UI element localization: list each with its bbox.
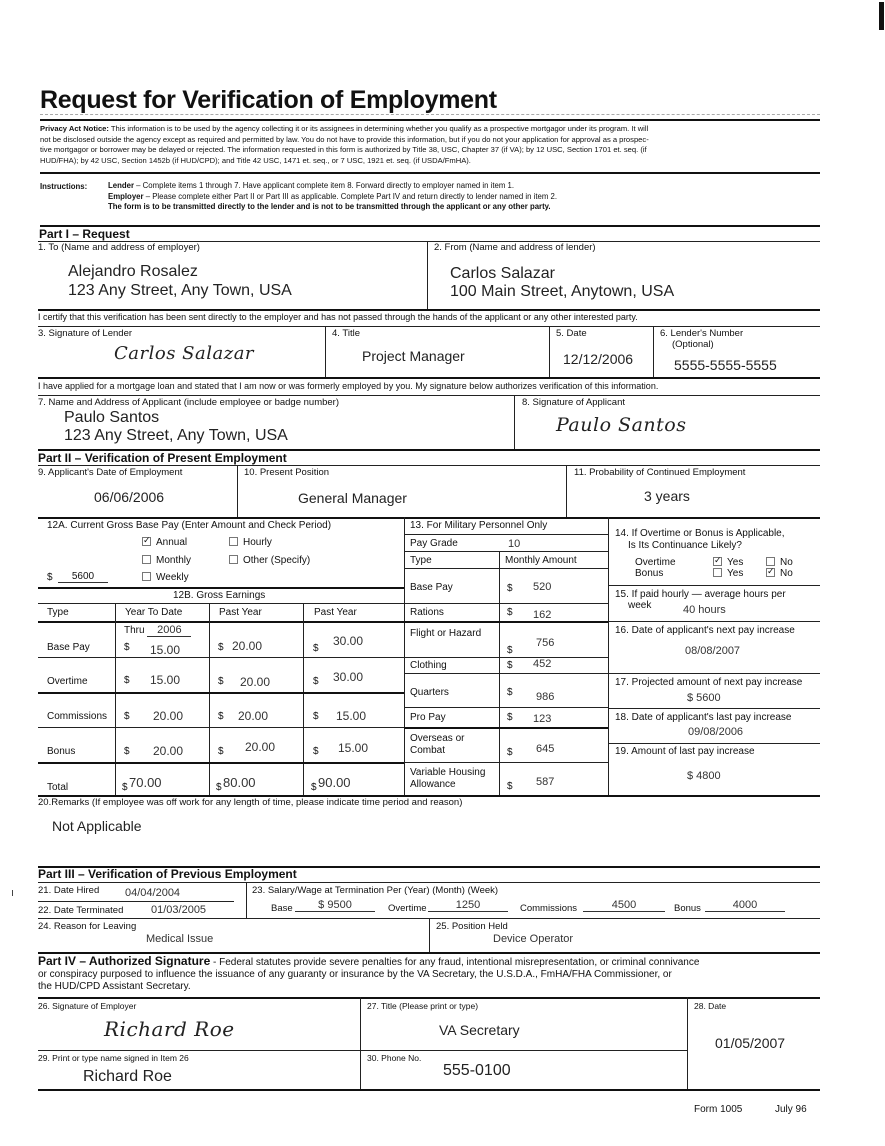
period-label: Monthly — [156, 555, 192, 566]
mil-type: Base Pay — [410, 582, 453, 593]
field11-label: 11. Probability of Continued Employment — [574, 467, 746, 478]
reason-for-leaving: Medical Issue — [146, 933, 214, 945]
lender-number: 5555-5555-5555 — [674, 357, 777, 373]
divider — [38, 1050, 687, 1051]
earn-type: Total — [47, 782, 69, 793]
earn-py2: 90.00 — [318, 775, 351, 790]
applicant-signature: Paulo Santos — [556, 414, 687, 436]
instr-employer-text: – Please complete either Part II or Part III as applicable. Complete Part IV and return directly to lender named in item 2. — [143, 191, 557, 201]
divider — [404, 657, 608, 658]
divider — [38, 997, 820, 999]
instructions — [108, 181, 557, 213]
period-label: Weekly — [156, 572, 189, 583]
period-label: Other (Specify) — [243, 555, 311, 566]
continued-employment: 3 years — [644, 488, 690, 504]
employer-title: VA Secretary — [439, 1022, 520, 1038]
divider — [404, 517, 405, 795]
commissions-term-label: Commissions — [520, 903, 578, 914]
divider — [608, 708, 820, 709]
part3-heading: Part III – Verification of Previous Employment — [38, 867, 297, 881]
field26-label: 26. Signature of Employer — [38, 1001, 137, 1011]
hours-per-week: 40 hours — [683, 604, 726, 616]
field13-label: 13. For Military Personnel Only — [410, 520, 548, 531]
mil-amount: 756 — [536, 637, 555, 649]
divider — [38, 309, 820, 311]
part4-line: the HUD/CPD Assistant Secretary. — [38, 981, 191, 992]
checkbox-overtime-no[interactable] — [766, 557, 775, 566]
part1-heading: Part I – Request — [39, 227, 130, 241]
mil-type: Variable Housing Allowance — [410, 767, 486, 790]
divider — [38, 901, 234, 902]
mil-amount: 587 — [536, 776, 555, 788]
date-terminated: 01/03/2005 — [151, 904, 207, 916]
dollar-sign: $ — [507, 687, 513, 698]
dollar-sign: $ — [507, 660, 513, 671]
dollar-sign: $ — [507, 712, 513, 723]
earn-py2: 15.00 — [336, 709, 367, 723]
last-increase-date: 09/08/2006 — [688, 726, 744, 738]
earn-py1: 80.00 — [223, 775, 256, 790]
field17-label: 17. Projected amount of next pay increase — [615, 677, 803, 688]
form-title: Request for Verification of Employment — [40, 86, 497, 114]
mil-amount: 520 — [533, 581, 552, 593]
checkbox-bonus-yes[interactable] — [713, 568, 722, 577]
field15-label-line: 15. If paid hourly — average hours per — [615, 589, 786, 600]
field3-label: 3. Signature of Lender — [38, 328, 133, 339]
divider — [608, 517, 609, 795]
mil-amount: 452 — [533, 658, 552, 670]
checkbox-overtime-yes[interactable] — [713, 557, 722, 566]
dollar-sign: $ — [507, 583, 513, 594]
yes-label: Yes — [727, 557, 744, 568]
lender-signature: Carlos Salazar — [114, 343, 255, 364]
field8-label: 8. Signature of Applicant — [522, 397, 625, 408]
divider — [38, 603, 404, 604]
divider — [38, 882, 820, 883]
mil-type: Flight or Hazard — [410, 628, 482, 639]
mil-type: Rations — [410, 607, 444, 618]
bonus-no[interactable] — [766, 568, 793, 579]
applied-text: I have applied for a mortgage loan and stated that I am now or was formerly employed by you. My signature below authorizes verification of this information. — [38, 381, 659, 391]
divider — [246, 882, 247, 918]
earn-ytd: 15.00 — [150, 673, 181, 687]
thru-label — [124, 624, 191, 637]
divider — [608, 585, 820, 586]
mil-amount: 645 — [536, 743, 555, 755]
field7-label: 7. Name and Address of Applicant (include employee or badge number) — [38, 397, 340, 408]
remarks-value: Not Applicable — [52, 818, 142, 834]
divider — [608, 621, 820, 622]
dollar-sign: $ — [218, 676, 224, 687]
part4-text — [38, 955, 699, 993]
mil-type: Quarters — [410, 687, 449, 698]
base-label: Base — [271, 903, 293, 914]
field25-label: 25. Position Held — [436, 921, 508, 932]
field23-label: 23. Salary/Wage at Termination Per (Year) (Month) (Week) — [252, 885, 499, 896]
form-number: Form 1005 — [694, 1104, 743, 1115]
field18-label: 18. Date of applicant's last pay increase — [615, 712, 792, 723]
checkbox-bonus-no[interactable] — [766, 568, 775, 577]
earn-py1: 20.00 — [245, 740, 276, 754]
field14-label-line: 14. If Overtime or Bonus is Applicable, — [615, 528, 785, 539]
overtime-term-label: Overtime — [388, 903, 427, 914]
field6-label: 6. Lender's Number — [660, 328, 744, 339]
instructions-label: Instructions: — [40, 182, 88, 191]
field6-sublabel: (Optional) — [672, 339, 714, 350]
divider — [40, 172, 820, 174]
field16-label: 16. Date of applicant's next pay increase — [615, 625, 795, 636]
dollar-sign: $ — [313, 711, 319, 722]
divider — [40, 119, 820, 121]
checkbox-annual[interactable] — [142, 537, 151, 546]
period-label: Hourly — [243, 537, 272, 548]
period-monthly[interactable] — [142, 555, 191, 566]
divider — [115, 603, 116, 795]
scan-speck — [12, 890, 13, 896]
privacy-notice — [40, 124, 825, 166]
next-increase-amount: $ 5600 — [687, 692, 721, 704]
earn-py1: 20.00 — [238, 709, 269, 723]
divider — [209, 603, 210, 795]
divider — [429, 918, 430, 952]
dollar-sign: $ — [124, 746, 130, 757]
commissions-term-value: 4500 — [583, 899, 665, 912]
dollar-sign: $ — [218, 746, 224, 757]
divider — [38, 1089, 820, 1091]
period-annual[interactable] — [142, 537, 187, 548]
divider — [38, 465, 820, 466]
earn-py2: 30.00 — [333, 634, 364, 648]
bonus-yes[interactable] — [713, 568, 743, 579]
divider — [38, 326, 820, 327]
divider — [38, 517, 820, 519]
title-underline — [40, 114, 820, 115]
bonus-term-value: 4000 — [705, 899, 785, 912]
dollar-sign: $ — [507, 747, 513, 758]
no-label: No — [780, 557, 793, 568]
field12b-label: 12B. Gross Earnings — [173, 590, 266, 601]
field2-label: 2. From (Name and address of lender) — [434, 242, 596, 253]
divider — [38, 762, 404, 764]
field27-label: 27. Title (Please print or type) — [367, 1001, 479, 1011]
bonus-term-label: Bonus — [674, 903, 701, 914]
pay-grade-value: 10 — [508, 538, 521, 550]
mil-amount: 123 — [533, 713, 552, 725]
field14-label-line: Is Its Continuance Likely? — [628, 540, 742, 551]
checkbox-hourly[interactable] — [229, 537, 238, 546]
mil-type: Clothing — [410, 660, 447, 671]
mil-amount: 162 — [533, 609, 552, 621]
divider — [325, 326, 326, 377]
lender-name: Carlos Salazar — [450, 265, 555, 282]
employer-signature: Richard Roe — [104, 1017, 235, 1041]
bonus-label: Bonus — [635, 568, 664, 579]
field19-label: 19. Amount of last pay increase — [615, 746, 755, 757]
dollar-sign: $ — [313, 746, 319, 757]
divider — [404, 621, 608, 623]
dollar-sign: $ — [311, 782, 317, 793]
checkbox-weekly[interactable] — [142, 572, 151, 581]
no-label: No — [780, 568, 793, 579]
dollar-sign: $ — [124, 642, 130, 653]
divider — [404, 673, 608, 674]
instr-employer-label: Employer — [108, 191, 144, 201]
privacy-label: Privacy Act Notice: — [40, 124, 109, 133]
form-date: July 96 — [775, 1104, 807, 1115]
certify-text: I certify that this verification has been sent directly to the employer and has not passed through the hands of the applicant or any other interested party. — [38, 312, 638, 322]
earn-ytd: 20.00 — [153, 744, 184, 758]
field14-label — [615, 528, 785, 552]
divider — [404, 551, 608, 552]
instr-lender-text: – Complete items 1 through 7. Have applicant complete item 8. Forward directly to employer named in item 1. — [134, 181, 515, 190]
employer-printed-name: Richard Roe — [83, 1068, 172, 1085]
field15-label-line: week — [628, 600, 652, 611]
mil-type-header: Type — [410, 555, 432, 566]
last-increase-amount: $ 4800 — [687, 770, 721, 782]
employer-address: 123 Any Street, Any Town, USA — [68, 282, 292, 299]
dollar-sign: $ — [124, 675, 130, 686]
divider — [360, 997, 361, 1089]
lender-address: 100 Main Street, Anytown, USA — [450, 283, 675, 300]
earn-type: Overtime — [47, 676, 88, 687]
divider — [38, 657, 404, 658]
base-value: $ 9500 — [295, 899, 375, 912]
divider — [38, 587, 404, 589]
field29-label: 29. Print or type name signed in Item 26 — [38, 1053, 189, 1063]
divider — [38, 395, 820, 396]
part2-heading: Part II – Verification of Present Employment — [38, 451, 287, 465]
earn-type: Commissions — [47, 711, 108, 722]
earn-py1: 20.00 — [240, 675, 271, 689]
next-increase-date: 08/08/2007 — [685, 645, 741, 657]
part4-heading: Part IV – Authorized Signature — [38, 954, 211, 968]
divider — [608, 743, 820, 744]
privacy-line: tive mortgagor or borrower may be delayed or rejected. The information requested in this form is authorized by Title 38, USC, Chapter 37 (if VA); by 12 USC, Section 1701 et. seq. (if — [40, 145, 647, 154]
dollar-sign: $ — [507, 607, 513, 618]
divider — [404, 727, 608, 729]
divider — [404, 568, 608, 569]
divider — [38, 692, 404, 694]
divider — [237, 465, 238, 517]
divider — [404, 534, 608, 535]
request-date: 12/12/2006 — [563, 351, 634, 367]
mil-amount-header: Monthly Amount — [505, 555, 577, 566]
earn-header-py2: Past Year — [314, 607, 357, 618]
employment-date: 06/06/2006 — [94, 489, 165, 505]
field20-label: 20.Remarks (If employee was off work for any length of time, please indicate time period and reason) — [38, 797, 463, 808]
earn-py2: 15.00 — [338, 741, 369, 755]
divider — [303, 603, 304, 795]
base-pay-prefix: $ — [47, 572, 53, 583]
earn-ytd: 15.00 — [150, 643, 181, 657]
overtime-yes[interactable] — [713, 557, 743, 568]
dollar-sign: $ — [218, 711, 224, 722]
date-hired: 04/04/2004 — [125, 887, 181, 899]
earn-type: Bonus — [47, 746, 76, 757]
earn-py1: 20.00 — [232, 639, 263, 653]
divider — [38, 377, 820, 379]
period-weekly[interactable] — [142, 572, 189, 583]
period-hourly[interactable] — [229, 537, 272, 548]
privacy-line: HUD/FHA); by 42 USC, Section 1452b (if HUD/CPD); and Title 42 USC, 1471 et. seq., or 7 USC, 1921 et. seq. (if USDA/FmHA). — [40, 155, 471, 165]
field10-label: 10. Present Position — [244, 467, 330, 478]
field28-label: 28. Date — [694, 1001, 727, 1011]
part4-line: or conspiracy purposed to influence the issuance of any guaranty or insurance by the VA Secretary, the U.S.D.A., FmHA/FHA Commissioner, or — [38, 969, 672, 980]
earn-header-ytd: Year To Date — [125, 607, 183, 618]
mil-type: Overseas or Combat — [410, 733, 465, 756]
dollar-sign: $ — [507, 645, 513, 656]
checkbox-monthly[interactable] — [142, 555, 151, 564]
dollar-sign: $ — [216, 782, 222, 793]
field22-label: 22. Date Terminated — [38, 905, 124, 916]
employer-name: Alejandro Rosalez — [68, 263, 198, 280]
divider — [404, 603, 608, 604]
divider — [653, 326, 654, 377]
divider — [549, 326, 550, 377]
field1-label: 1. To (Name and address of employer) — [38, 242, 200, 253]
lender-title: Project Manager — [362, 348, 465, 364]
dollar-sign: $ — [124, 711, 130, 722]
earn-ytd: 70.00 — [129, 775, 162, 790]
overtime-term-value: 1250 — [428, 899, 508, 912]
instr-transmit: The form is to be transmitted directly to the lender and is not to be transmitted through the applicant or any other party. — [108, 202, 551, 211]
divider — [566, 465, 567, 517]
earn-type: Base Pay — [47, 642, 90, 653]
divider — [38, 621, 404, 623]
divider — [40, 225, 820, 227]
privacy-line: not be disclosed outside the agency except as required and permitted by law. You do not have to provide this information, but if you do not your application for approval as a prospec- — [40, 134, 649, 144]
divider — [514, 395, 515, 449]
overtime-label: Overtime — [635, 557, 676, 568]
earn-py2: 30.00 — [333, 670, 364, 684]
thru-year: 2006 — [147, 624, 191, 637]
checkbox-other[interactable] — [229, 555, 238, 564]
field9-label: 9. Applicant's Date of Employment — [38, 467, 183, 478]
mil-amount: 986 — [536, 691, 555, 703]
pay-grade-label: Pay Grade — [410, 538, 458, 549]
divider — [687, 997, 688, 1089]
dollar-sign: $ — [313, 676, 319, 687]
base-pay-amount: 5600 — [58, 571, 108, 583]
applicant-address: 123 Any Street, Any Town, USA — [64, 427, 288, 444]
part4-line: - Federal statutes provide severe penalties for any fraud, intentional misrepresentation, or criminal connivance — [210, 957, 700, 968]
dollar-sign: $ — [218, 642, 224, 653]
field21-label: 21. Date Hired — [38, 885, 100, 896]
divider — [38, 727, 404, 728]
privacy-line: This information is to be used by the agency collecting it or its assignees in determining whether you qualify as a prospective mortgagor under its program. It will — [110, 124, 649, 133]
position-held: Device Operator — [493, 933, 574, 945]
field5-label: 5. Date — [556, 328, 587, 339]
field30-label: 30. Phone No. — [367, 1053, 422, 1063]
mil-type: Pro Pay — [410, 712, 446, 723]
earn-ytd: 20.00 — [153, 709, 184, 723]
field4-label: 4. Title — [332, 328, 360, 339]
dollar-sign: $ — [122, 782, 128, 793]
instr-lender-label: Lender — [108, 181, 134, 190]
earn-header-type: Type — [47, 607, 69, 618]
divider — [404, 707, 608, 708]
divider — [404, 762, 608, 763]
yes-label: Yes — [727, 568, 744, 579]
employer-date: 01/05/2007 — [715, 1035, 786, 1051]
divider — [608, 673, 820, 674]
employer-phone: 555-0100 — [443, 1062, 511, 1079]
field12a-label: 12A. Current Gross Base Pay (Enter Amount and Check Period) — [47, 520, 332, 531]
period-other[interactable] — [229, 555, 310, 566]
scan-edge-mark — [879, 2, 884, 30]
period-label: Annual — [156, 537, 188, 548]
divider — [427, 241, 428, 309]
field24-label: 24. Reason for Leaving — [38, 921, 137, 932]
applicant-name: Paulo Santos — [64, 409, 160, 426]
thru-text: Thru — [124, 625, 145, 636]
dollar-sign: $ — [507, 781, 513, 792]
dollar-sign: $ — [313, 643, 319, 654]
earn-header-py1: Past Year — [219, 607, 262, 618]
present-position: General Manager — [298, 490, 407, 506]
